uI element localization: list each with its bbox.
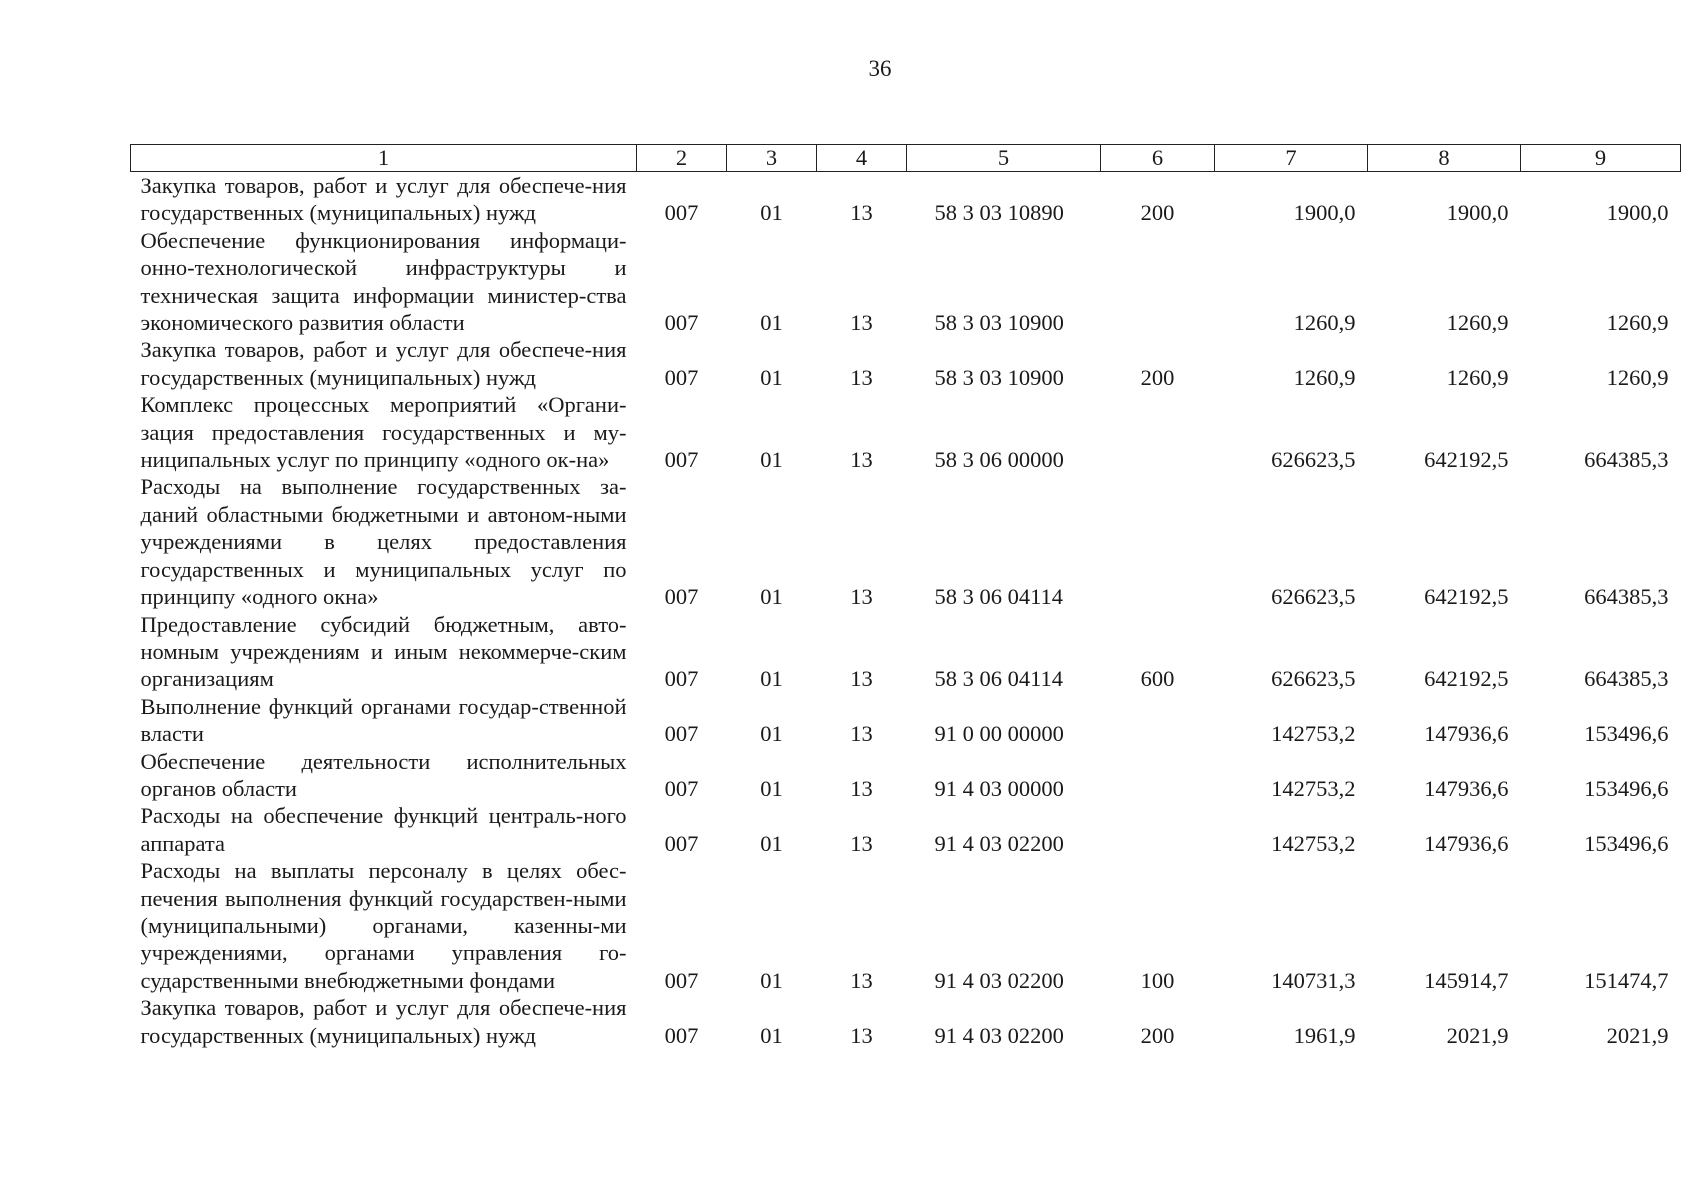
row-cell-5: 58 3 03 10900	[934, 310, 1064, 336]
row-cell-9: 664385,3	[1584, 666, 1669, 692]
row-cell-5: 58 3 03 10900	[934, 364, 1064, 390]
table-row	[131, 802, 1681, 857]
row-cell-7: 626623,5	[1271, 666, 1356, 692]
row-cell-8: 1900,0	[1446, 200, 1509, 226]
table-row	[131, 391, 1681, 473]
row-cell-6	[1101, 748, 1215, 803]
row-cell-8: 1260,9	[1446, 364, 1509, 390]
row-name-cell: Закупка товаров, работ и услуг для обеспече-ния государственных (муниципальных) нужд	[140, 173, 627, 226]
row-cell-6: 200	[1140, 200, 1175, 226]
row-name-cell: Расходы на выплаты персоналу в целях обес-печения выполнения функций государствен-ными (муниципальными) органами, казенны-ми учреждениями, органами управления го-сударственными внебюджетными фондами	[140, 858, 627, 993]
row-cell-5: 58 3 06 04114	[934, 666, 1064, 692]
row-cell-3: 01	[760, 775, 783, 801]
row-cell-4: 13	[850, 830, 873, 856]
row-cell-9: 153496,6	[1584, 721, 1669, 747]
table-header-row	[131, 145, 1681, 172]
row-cell-8: 1260,9	[1446, 310, 1509, 336]
row-cell-2: 007	[664, 666, 699, 692]
row-cell-3: 01	[760, 830, 783, 856]
row-cell-7: 1900,0	[1293, 200, 1356, 226]
row-cell-5: 91 0 00 00000	[934, 721, 1064, 747]
row-cell-3: 01	[760, 584, 783, 610]
row-cell-9: 1260,9	[1606, 310, 1669, 336]
row-cell-3: 01	[760, 310, 783, 336]
row-cell-7: 626623,5	[1271, 584, 1356, 610]
table-row	[131, 748, 1681, 803]
table-row	[131, 336, 1681, 391]
table-row	[131, 473, 1681, 610]
row-cell-7: 142753,2	[1271, 830, 1356, 856]
row-cell-6	[1101, 693, 1215, 748]
row-cell-9: 153496,6	[1584, 830, 1669, 856]
table-row	[131, 227, 1681, 337]
header-cell: 2	[637, 145, 727, 172]
row-cell-2: 007	[664, 310, 699, 336]
row-cell-2: 007	[664, 584, 699, 610]
row-cell-7: 140731,3	[1271, 967, 1356, 993]
row-cell-4: 13	[850, 967, 873, 993]
row-cell-5: 58 3 06 04114	[934, 584, 1064, 610]
row-cell-4: 13	[850, 721, 873, 747]
header-cell: 8	[1368, 145, 1521, 172]
row-cell-6	[1101, 473, 1215, 610]
header-cell: 1	[131, 145, 637, 172]
row-cell-8: 147936,6	[1424, 775, 1509, 801]
row-cell-2: 007	[664, 830, 699, 856]
row-cell-8: 642192,5	[1424, 666, 1509, 692]
row-cell-5: 58 3 03 10890	[934, 200, 1064, 226]
row-cell-7: 142753,2	[1271, 775, 1356, 801]
row-name-cell: Обеспечение деятельности исполнительных органов области	[140, 748, 627, 801]
header-cell: 6	[1101, 145, 1215, 172]
row-cell-6	[1101, 802, 1215, 857]
row-cell-4: 13	[850, 200, 873, 226]
row-cell-6: 200	[1140, 1022, 1175, 1048]
header-cell: 5	[907, 145, 1101, 172]
table-row	[131, 994, 1681, 1049]
row-cell-5: 58 3 06 00000	[934, 447, 1064, 473]
row-cell-3: 01	[760, 967, 783, 993]
row-cell-6: 100	[1140, 967, 1175, 993]
row-cell-9: 664385,3	[1584, 447, 1669, 473]
row-cell-2: 007	[664, 447, 699, 473]
row-cell-8: 147936,6	[1424, 721, 1509, 747]
row-cell-3: 01	[760, 200, 783, 226]
row-cell-7: 1961,9	[1293, 1022, 1356, 1048]
row-cell-4: 13	[850, 310, 873, 336]
row-cell-3: 01	[760, 1022, 783, 1048]
row-cell-4: 13	[850, 447, 873, 473]
row-name-cell: Закупка товаров, работ и услуг для обеспече-ния государственных (муниципальных) нужд	[140, 337, 627, 390]
row-cell-9: 151474,7	[1584, 967, 1669, 993]
header-cell: 4	[817, 145, 907, 172]
row-cell-9: 1260,9	[1606, 364, 1669, 390]
row-cell-7: 626623,5	[1271, 447, 1356, 473]
row-cell-4: 13	[850, 584, 873, 610]
header-cell: 3	[727, 145, 817, 172]
row-cell-4: 13	[850, 775, 873, 801]
row-name-cell: Закупка товаров, работ и услуг для обеспече-ния государственных (муниципальных) нужд	[140, 995, 627, 1048]
table-row	[131, 172, 1681, 227]
row-cell-9: 664385,3	[1584, 584, 1669, 610]
header-cell: 9	[1521, 145, 1681, 172]
row-cell-3: 01	[760, 364, 783, 390]
row-cell-3: 01	[760, 666, 783, 692]
row-cell-8: 2021,9	[1446, 1022, 1509, 1048]
row-cell-2: 007	[664, 721, 699, 747]
row-name-cell: Выполнение функций органами государ-ственной власти	[140, 693, 627, 747]
row-cell-6	[1101, 391, 1215, 473]
row-cell-8: 642192,5	[1424, 584, 1509, 610]
row-cell-9: 1900,0	[1606, 200, 1669, 226]
row-name-cell: Расходы на выполнение государственных за-даний областными бюджетными и автоном-ными учреждениями в целях предоставления государственных и муниципальных услуг по принципу «одного окна»	[140, 474, 627, 610]
row-cell-2: 007	[664, 364, 699, 390]
row-cell-4: 13	[850, 1022, 873, 1048]
table-row	[131, 857, 1681, 994]
row-cell-9: 2021,9	[1606, 1022, 1669, 1048]
row-cell-7: 1260,9	[1293, 364, 1356, 390]
table-row	[131, 693, 1681, 748]
table-row	[131, 611, 1681, 693]
row-cell-5: 91 4 03 02200	[934, 967, 1064, 993]
header-cell: 7	[1215, 145, 1368, 172]
row-cell-6	[1101, 227, 1215, 337]
row-cell-6: 600	[1140, 666, 1175, 692]
row-cell-8: 145914,7	[1424, 967, 1509, 993]
row-cell-2: 007	[664, 967, 699, 993]
row-cell-9: 153496,6	[1584, 775, 1669, 801]
row-name-cell: Предоставление субсидий бюджетным, авто-номным учреждениям и иным некоммерче-ским организациям	[140, 611, 627, 692]
row-cell-3: 01	[760, 447, 783, 473]
row-cell-6: 200	[1140, 364, 1175, 390]
budget-table	[130, 144, 1681, 1049]
row-cell-7: 1260,9	[1293, 310, 1356, 336]
row-name-cell: Расходы на обеспечение функций централь-ного аппарата	[140, 803, 627, 856]
row-cell-5: 91 4 03 00000	[934, 775, 1064, 801]
row-name-cell: Комплекс процессных мероприятий «Органи-зация предоставления государственных и му-ниципальных услуг по принципу «одного ок-на»	[140, 392, 627, 473]
row-cell-2: 007	[664, 775, 699, 801]
row-cell-5: 91 4 03 02200	[934, 1022, 1064, 1048]
row-cell-8: 642192,5	[1424, 447, 1509, 473]
row-cell-7: 142753,2	[1271, 721, 1356, 747]
page-number: 36	[868, 56, 892, 81]
row-cell-2: 007	[664, 200, 699, 226]
row-cell-5: 91 4 03 02200	[934, 830, 1064, 856]
row-cell-3: 01	[760, 721, 783, 747]
row-cell-2: 007	[664, 1022, 699, 1048]
row-cell-4: 13	[850, 666, 873, 692]
row-cell-8: 147936,6	[1424, 830, 1509, 856]
row-cell-4: 13	[850, 364, 873, 390]
row-name-cell: Обеспечение функционирования информаци-онно-технологической инфраструктуры и техническая защита информации министер-ства экономического развития области	[140, 227, 627, 336]
